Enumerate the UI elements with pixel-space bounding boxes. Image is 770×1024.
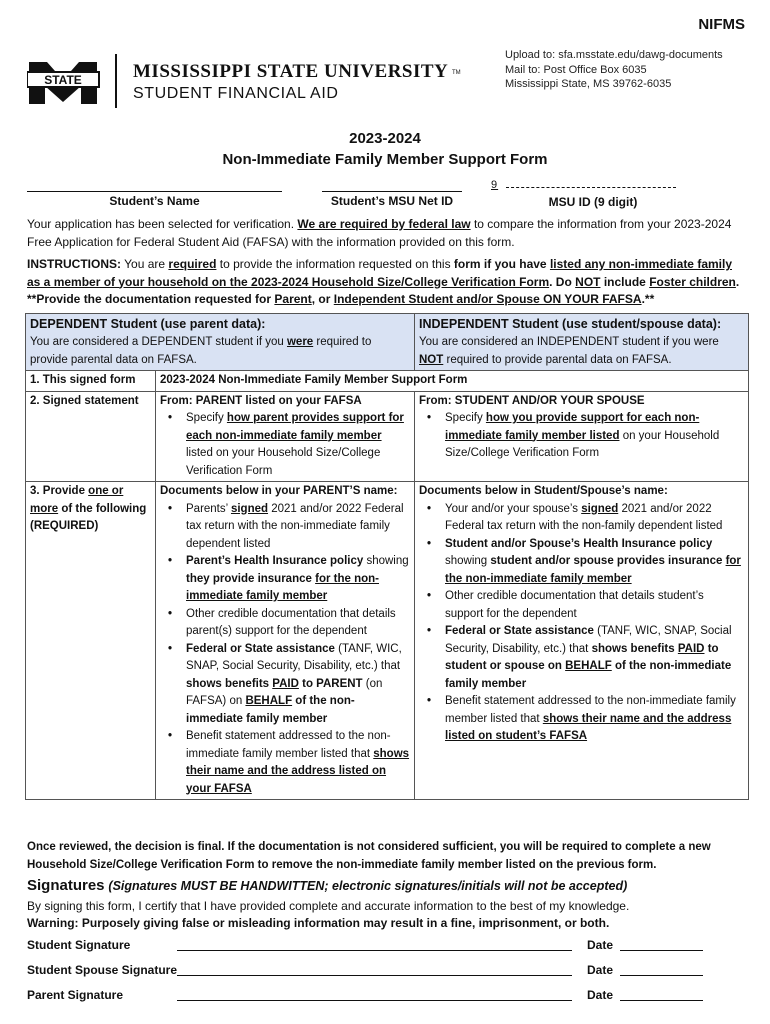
list-item: • Benefit statement addressed to the non-immediate family member listed that shows their name and the address listed on your FAFSA — [186, 728, 410, 798]
logo-tm: TM — [452, 70, 461, 76]
contact-info — [505, 48, 723, 92]
msu-id-label: MSU ID (9 digit) — [548, 195, 638, 209]
list-item: • Parents’ signed 2021 and/or 2022 Federal tax return with the non-immediate family dependent listed — [186, 501, 410, 554]
table-header-row — [26, 314, 749, 371]
table-row — [26, 482, 749, 800]
requirements-table — [25, 313, 749, 800]
list-item: • Other credible documentation that details parent(s) support for the dependent — [186, 606, 410, 641]
student-date-line[interactable] — [620, 950, 703, 951]
list-item: • Other credible documentation that details student’s support for the dependent — [445, 588, 744, 623]
list-item: • Benefit statement addressed to the non-immediate family member listed that shows their name and the address listed on student’s FAFSA — [445, 693, 744, 746]
student-name-label: Student’s Name — [109, 194, 200, 208]
spouse-date-line[interactable] — [620, 975, 703, 976]
decision-notice: Once reviewed, the decision is final. If the documentation is not considered sufficient, you will be required to complete a new Household Size/College Verification Form to remove the non-immediate family member listed on the previous form. — [27, 841, 711, 871]
spouse-signature-row — [27, 963, 717, 981]
parent-signature-row — [27, 988, 717, 1006]
parent-date-label: Date — [587, 988, 614, 1002]
form-code: NIFMS — [698, 16, 745, 33]
msu-id-blanks — [506, 178, 676, 188]
list-item: • Your and/or your spouse’s signed 2021 and/or 2022 Federal tax return with the non-family dependent listed — [445, 501, 744, 536]
signatures-heading: Signatures (Signatures MUST BE HANDWITTEN; electronic signatures/initials will not be accepted) — [27, 877, 628, 894]
spouse-signature-label: Student Spouse Signature — [27, 963, 178, 977]
upload-line: Upload to: sfa.msstate.edu/dawg-documents — [505, 49, 723, 61]
title-name: Non-Immediate Family Member Support Form — [222, 151, 548, 168]
student-signature-row — [27, 938, 717, 956]
student-signature-label: Student Signature — [27, 938, 131, 952]
spouse-signature-line[interactable] — [177, 975, 572, 976]
mail-line: Mail to: Post Office Box 6035 — [505, 63, 647, 76]
parent-signature-line[interactable] — [177, 1000, 572, 1001]
intro-paragraph: Your application has been selected for verification. We are required by federal law to compare the information from your 2023-2024 Free Application for Federal Student Aid (FAFSA) with the information provided on this form. — [27, 217, 732, 249]
spouse-date-label: Date — [587, 963, 614, 977]
msu-id-field[interactable] — [487, 178, 699, 209]
msu-logo — [27, 52, 467, 110]
list-item: • Federal or State assistance (TANF, WIC, SNAP, Social Security, Disability, etc.) that shows benefits PAID to PARENT (on FAFSA) on BEHALF of the non-immediate family member — [186, 641, 410, 729]
list-item: • Student and/or Spouse’s Health Insurance policy showing student and/or spouse provides insurance for the non-immediate family member — [445, 536, 744, 589]
row1-value: 2023-2024 Non-Immediate Family Member Support Form — [156, 371, 749, 392]
parent-date-line[interactable] — [620, 1000, 703, 1001]
net-id-label: Student’s MSU Net ID — [330, 194, 454, 208]
warning-text: Warning: Purposely giving false or misleading information may result in a fine, imprisonment, or both. — [27, 916, 610, 930]
row3-label: 3. Provide one or more of the following (REQUIRED) — [26, 482, 156, 800]
row2-independent-cell: From: STUDENT AND/OR YOUR SPOUSE • Specify how you provide support for each non-immediate family member listed on your Household Size/College Verification Form — [415, 391, 749, 482]
parent-signature-label: Parent Signature — [27, 988, 124, 1002]
list-item: • Federal or State assistance (TANF, WIC, SNAP, Social Security, Disability, etc.) that shows benefits PAID to student or spouse on BEHALF of the non-immediate family member — [445, 623, 744, 693]
row2-label: 2. Signed statement — [26, 391, 156, 482]
table-row — [26, 371, 749, 392]
msu-id-prefix: 9 — [491, 179, 499, 191]
logo-university: MISSISSIPPI STATE UNIVERSITY — [133, 61, 449, 82]
list-item: • Parent’s Health Insurance policy showing they provide insurance for the non-immediate family member — [186, 553, 410, 606]
table-row — [26, 391, 749, 482]
independent-header-cell: INDEPENDENT Student (use student/spouse data): You are considered an INDEPENDENT student if you were NOT required to provide parental data on FAFSA. — [415, 314, 749, 371]
row3-independent-cell: Documents below in Student/Spouse’s name: • Your and/or your spouse’s signed 2021 and/or 2022 Federal tax return with the non-family dependent listed • Student and/or Spouse’s Health Insurance policy showing student and/or spouse provides insurance for the non-immediate family member • Other credible documentation that details student’s support for the dependent • Federal or State assistance (TANF, WIC, SNAP, Social Security, Disability, etc.) that shows benefits PAID to student or spouse on BEHALF of the non-immediate family member • Benefit statement addressed to the non-immediate family member listed that shows their name and the address listed on student’s FAFSA — [415, 482, 749, 800]
row2-dependent-cell: From: PARENT listed on your FAFSA • Specify how parent provides support for each non-immediate family member listed on your Household Size/College Verification Form — [156, 391, 415, 482]
federal-law-emphasis: We are required by federal law — [297, 217, 471, 231]
student-signature-line[interactable] — [177, 950, 572, 951]
row1-label: 1. This signed form — [26, 371, 156, 392]
certification-text: By signing this form, I certify that I have provided complete and accurate information to the best of my knowledge. Warning: Purposely giving false or misleading information may result in a fine, imprisonment, or both. — [27, 899, 630, 930]
net-id-field[interactable] — [322, 178, 462, 208]
logo-badge-text: STATE — [44, 73, 82, 87]
city-line: Mississippi State, MS 39762-6035 — [505, 78, 672, 90]
msu-m-badge-icon — [27, 62, 99, 104]
id-fields — [0, 178, 770, 210]
student-name-field[interactable] — [27, 178, 282, 208]
student-date-label: Date — [587, 938, 614, 952]
row3-dependent-cell: Documents below in your PARENT’S name: • Parents’ signed 2021 and/or 2022 Federal tax return with the non-immediate family dependent listed • Parent’s Health Insurance policy showing they provide insurance for the non-immediate family member • Other credible documentation that details parent(s) support for the dependent • Federal or State assistance (TANF, WIC, SNAP, Social Security, Disability, etc.) that shows benefits PAID to PARENT (on FAFSA) on BEHALF of the non-immediate family member • Benefit statement addressed to the non-immediate family member listed that shows their name and the address listed on your FAFSA — [156, 482, 415, 800]
form-title — [0, 128, 770, 170]
title-year: 2023-2024 — [349, 130, 421, 147]
instructions-paragraph: INSTRUCTIONS: You are required to provide the information requested on this form if you have listed any non-immediate family as a member of your household on the 2023-2024 Household Size/College Verification Form. Do NOT include Foster children. **Provide the documentation requested for Parent, or Independent Student and/or Spouse ON YOUR FAFSA.** — [27, 257, 740, 306]
logo-department: STUDENT FINANCIAL AID — [133, 85, 339, 102]
dependent-header-cell: DEPENDENT Student (use parent data): You are considered a DEPENDENT student if you were required to provide parental data on FAFSA. — [26, 314, 415, 371]
